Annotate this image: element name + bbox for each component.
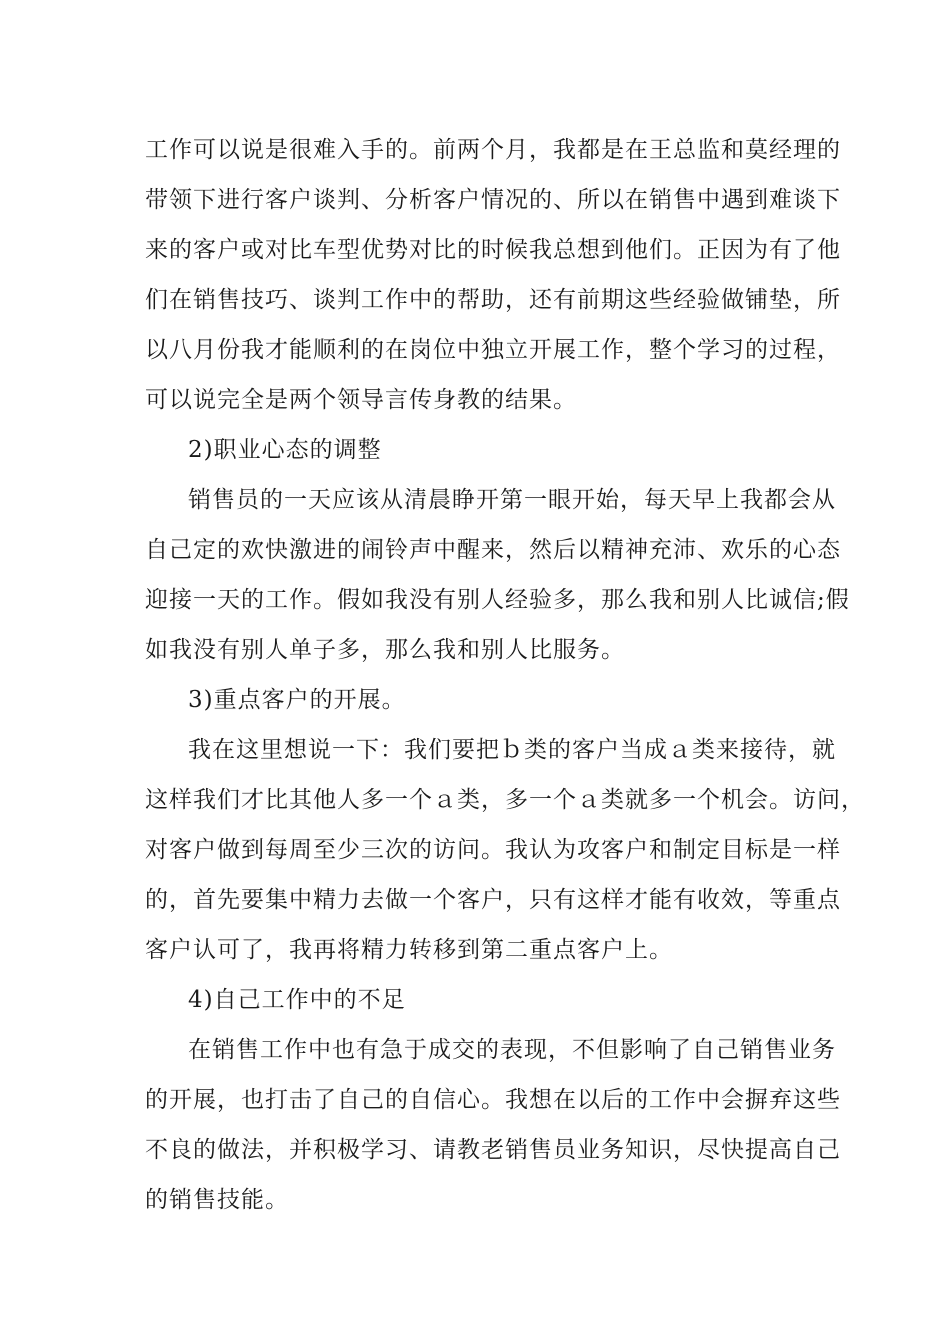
body-text-line: 迎接一天的工作。假如我没有别人经验多，那么我和别人比诚信;假 <box>145 587 850 613</box>
section-heading: 3)重点客户的开展。 <box>188 687 406 713</box>
body-text-line: 不良的做法，并积极学习、请教老销售员业务知识，尽快提高自己 <box>145 1137 841 1163</box>
body-text-line: 在销售工作中也有急于成交的表现，不但影响了自己销售业务 <box>188 1037 836 1063</box>
body-text-line: 对客户做到每周至少三次的访问。我认为攻客户和制定目标是一样 <box>145 837 841 863</box>
body-text-line: 我在这里想说一下：我们要把ｂ类的客户当成ａ类来接待，就 <box>188 737 836 763</box>
section-heading: 2)职业心态的调整 <box>188 437 382 463</box>
body-text-line: 如我没有别人单子多，那么我和别人比服务。 <box>145 637 625 663</box>
body-text-line: 的销售技能。 <box>145 1187 289 1213</box>
body-text-line: 可以说完全是两个领导言传身教的结果。 <box>145 387 577 413</box>
body-text-line: 这样我们才比其他人多一个ａ类，多一个ａ类就多一个机会。访问， <box>145 787 865 813</box>
body-text-line: 们在销售技巧、谈判工作中的帮助，还有前期这些经验做铺垫，所 <box>145 287 841 313</box>
body-text-line: 自己定的欢快激进的闹铃声中醒来，然后以精神充沛、欢乐的心态 <box>145 537 841 563</box>
body-text-line: 来的客户或对比车型优势对比的时候我总想到他们。正因为有了他 <box>145 237 841 263</box>
body-text-line: 客户认可了，我再将精力转移到第二重点客户上。 <box>145 937 673 963</box>
body-text-line: 的开展，也打击了自己的自信心。我想在以后的工作中会摒弃这些 <box>145 1087 841 1113</box>
body-text-line: 以八月份我才能顺利的在岗位中独立开展工作，整个学习的过程， <box>145 337 841 363</box>
body-text-line: 带领下进行客户谈判、分析客户情况的、所以在销售中遇到难谈下 <box>145 187 841 213</box>
body-text-line: 销售员的一天应该从清晨睁开第一眼开始，每天早上我都会从 <box>188 487 836 513</box>
body-text-line: 的，首先要集中精力去做一个客户，只有这样才能有收效，等重点 <box>145 887 841 913</box>
body-text-line: 工作可以说是很难入手的。前两个月，我都是在王总监和莫经理的 <box>145 137 841 163</box>
section-heading: 4)自己工作中的不足 <box>188 987 406 1013</box>
